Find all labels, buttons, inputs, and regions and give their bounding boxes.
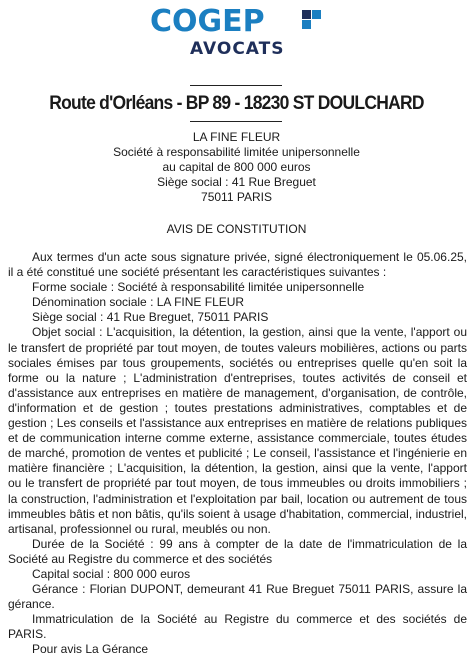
divider-top bbox=[190, 85, 282, 86]
notice-body bbox=[8, 250, 467, 658]
paragraph-object: Objet social : L'acquisition, la détention, la gestion, ainsi que la vente, l'apport ou le transfert de propriété par tout moyen, de toutes valeurs mobilières, actions ou parts sociales émises par tous groupements, sociétés ou entreprises quelle qu'en soit la forme ou la nature ; L'administration d'entreprises, toutes activités de conseil et d'assistance aux entreprises en matière de management, d'organisation, de contrôle, d'information et de gestion ; toutes prestations administratives, comptables et de gestion ; Les conseils et l'assistance aux entreprises en matière de relations publiques et de communication interne comme externe, assistance commerciale, toutes études de marché, promotion de ventes et publicité ; Le conseil, l'assistance et l'ingénierie en matière financière ; L'acquisition, la détention, la gestion, ainsi que la vente, l'apport ou le transfert de propriété par tout moyen, de tous immeubles ou droits immobiliers ; la construction, l'administration et l'exploitation par bail, location ou autrement de tous immeubles bâtis et non bâtis, qu'ils soient à usage d'habitation, commercial, industriel, artisanal, professionnel ou rural, meublés ou non. bbox=[8, 325, 467, 536]
company-form: Société à responsabilité limitée unipersonnelle bbox=[113, 145, 360, 159]
logo-squares-icon bbox=[300, 8, 322, 30]
company-seat: Siège social : 41 Rue Breguet bbox=[157, 175, 316, 189]
paragraph-signature: Pour avis La Gérance bbox=[32, 642, 149, 657]
divider-bottom bbox=[190, 121, 282, 122]
paragraph-name: Dénomination sociale : LA FINE FLEUR bbox=[32, 295, 245, 310]
notice-title: AVIS DE CONSTITUTION bbox=[166, 222, 307, 236]
paragraph-intro: Aux termes d'un acte sous signature privée, signé électroniquement le 05.06.25, il a été constitué une société présentant les caractéristiques suivantes : bbox=[8, 250, 467, 280]
logo-wordmark: COGEP bbox=[150, 4, 265, 39]
company-name: LA FINE FLEUR bbox=[192, 130, 281, 144]
paragraph-capital: Capital social : 800 000 euros bbox=[32, 566, 191, 581]
cogep-logo bbox=[0, 4, 473, 64]
paragraph-duration: Durée de la Société : 99 ans à compter de la date de l'immatriculation de la Société au Registre du commerce et des sociétés bbox=[8, 536, 467, 566]
company-header bbox=[0, 130, 473, 205]
paragraph-seat: Siège social : 41 Rue Breguet, 75011 PARIS bbox=[32, 310, 269, 325]
logo-subtitle: AVOCATS bbox=[190, 39, 285, 59]
paragraph-registration: Immatriculation de la Société au Registre du commerce et des sociétés de PARIS. bbox=[8, 612, 467, 642]
company-city: 75011 PARIS bbox=[201, 190, 272, 204]
company-capital: au capital de 800 000 euros bbox=[162, 160, 311, 174]
paragraph-form: Forme sociale : Société à responsabilité limitée unipersonnelle bbox=[32, 280, 365, 295]
paragraph-management: Gérance : Florian DUPONT, demeurant 41 Rue Breguet 75011 PARIS, assure la gérance. bbox=[8, 582, 467, 612]
address-line: Route d'Orléans - BP 89 - 18230 ST DOULCHARD bbox=[49, 93, 424, 114]
